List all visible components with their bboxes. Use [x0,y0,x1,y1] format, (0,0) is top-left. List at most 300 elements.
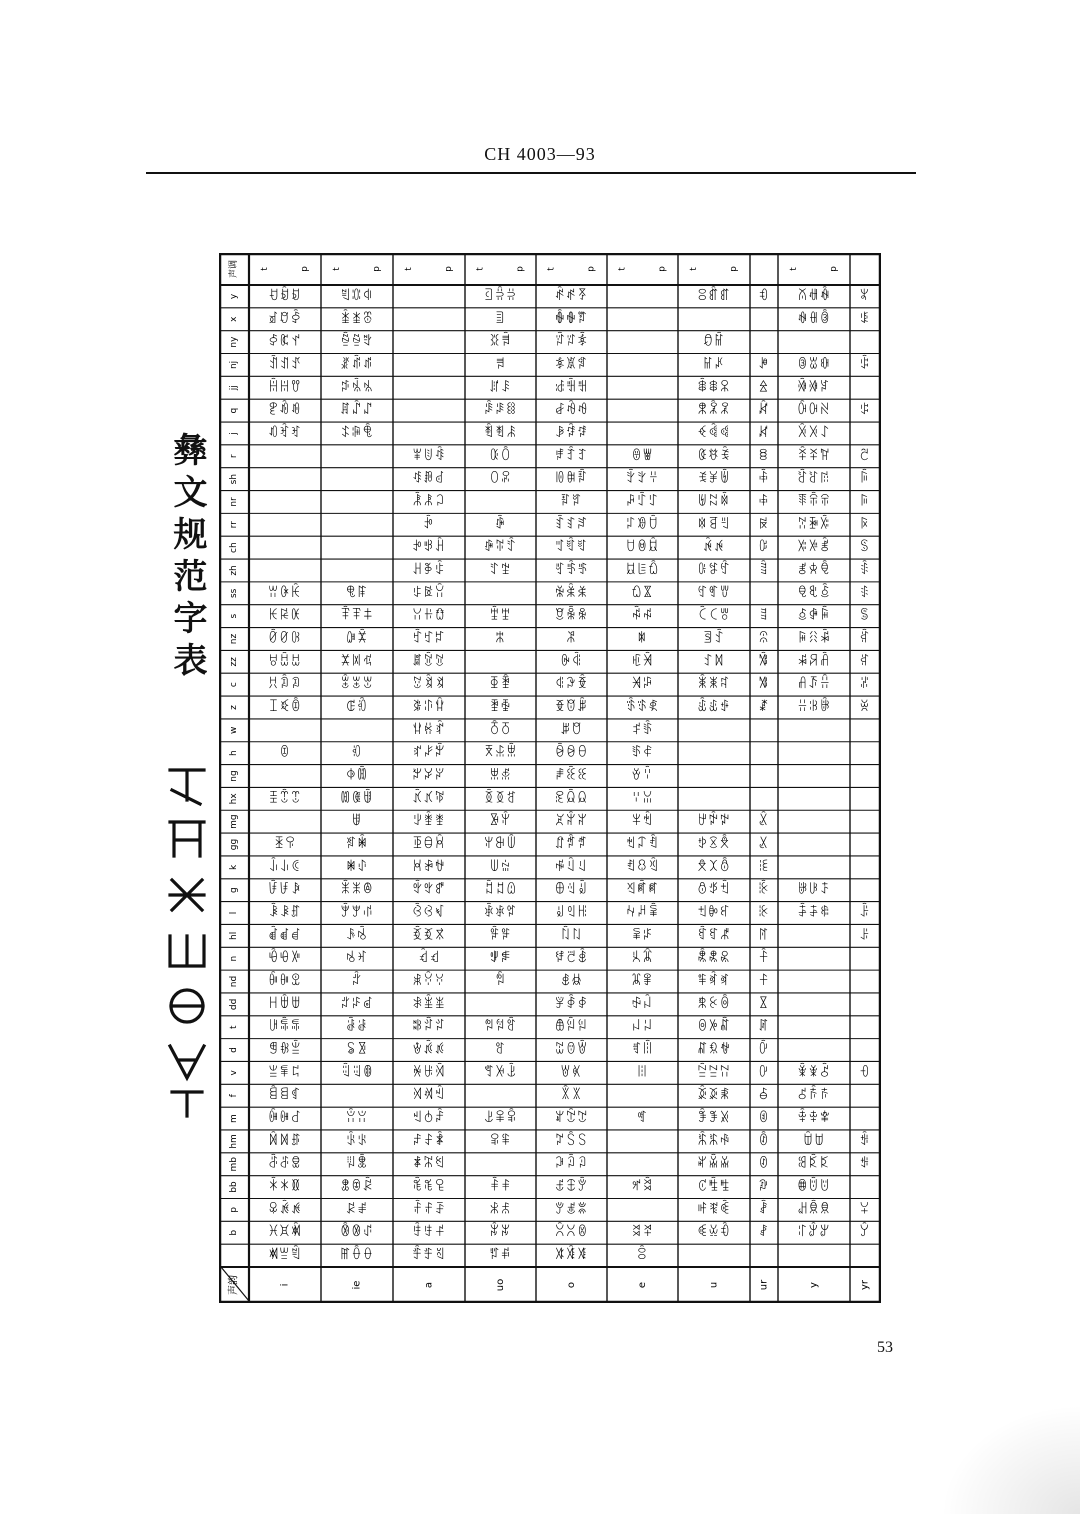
yi-syllable-cell: ꌖ [859,517,871,533]
yi-syllable-cell: ꋸꋹꋺ [797,1065,831,1081]
yi-syllable-cell: ꋋꋌꋍ [797,425,831,441]
yi-syllable-cell: ꊹ [758,1179,770,1195]
yi-syllable-cell: ꉝꉞꉟ [697,699,731,715]
tone-marker: p [829,266,840,272]
yi-syllable-cell: ꃝꃞꃟ [412,745,446,761]
yi-syllable-cell: ꊣ [758,562,770,578]
yi-syllable-cell: ꄉꄊꄋ [412,1088,446,1104]
yi-syllable-cell: ꆨꆩꆪ [554,745,589,761]
yi-syllable-cell: ꉦꉧꉨ [697,859,731,875]
yi-syllable-cell: ꅃꅄꅅ [483,745,518,761]
yi-syllable-cell: ꀆꀇꀈ [268,334,302,350]
vowel-label: ie [351,1280,363,1290]
tone-marker: p [586,266,597,272]
yi-syllable-cell: ꆱꆲꆳ [554,814,589,830]
initial-label: nj [229,360,239,370]
yi-syllable-cell: ꊿꋀꋁ [797,311,831,327]
initial-label: hm [229,1134,239,1149]
yi-syllable-cell: ꂎꂏ [345,837,369,853]
yi-syllable-cell: ꄌꄍꄎ [412,1111,446,1127]
yi-syllable-cell: ꆉꆊꆋ [554,471,589,487]
yi-syllable-cell: ꄵꄶꄷ [483,540,518,556]
yi-syllable-cell: ꃽꃾꃿ [412,996,446,1012]
yi-syllable-cell: ꁸꁹ [345,585,369,601]
yi-syllable-cell: ꉘꉙ [702,654,726,670]
yi-syllable-cell: ꋚꋛꋜ [797,540,831,556]
yi-syllable-cell: ꇗꇘꇙ [554,1133,589,1149]
yi-syllable-cell: ꆌꆍ [560,494,583,510]
yi-syllable-cell: ꀞꀟꀠ [268,654,302,670]
yi-syllable-cell: ꈠꈡ [631,974,654,990]
yi-syllable-cell: ꁚꁛꁜ [268,1202,302,1218]
initial-label: mb [229,1156,239,1172]
yi-syllable-cell: ꋣꋤꋥ [797,608,831,624]
table-title-yi-script [160,760,216,1120]
yi-syllable-cell: ꅴꅵꅶ [554,311,589,327]
yi-syllable-cell: ꋗꋘꋙ [797,517,831,533]
yi-syllable-cell: ꊯ [758,951,770,967]
yi-syllable-cell: ꋬꋭꋮ [797,677,831,693]
yi-syllable-cell: ꆴꆵꆶ [554,837,589,853]
yi-syllable-cell: ꌑ [859,357,871,373]
yi-syllable-cell: ꌚ [859,608,871,624]
yi-syllable-cell: ꉻꉼꉽ [697,1019,731,1035]
yi-syllable-cell: ꊧ [758,677,770,693]
yi-syllable-cell: ꈶꈷꈸ [697,380,731,396]
yi-syllable-cell: ꁽꁾ [345,631,369,647]
page-number: 53 [877,1339,893,1356]
yi-syllable-cell: ꌗ [859,540,871,556]
yi-syllable-cell: ꌁꌂ [802,1133,826,1149]
initial-label: x [229,316,239,322]
yi-syllable-cell: ꊟ [758,471,770,487]
yi-syllable-cell: ꂕꂖꂗ [340,905,374,921]
initial-label: z [229,705,239,710]
initial-label: rr [229,521,239,529]
yi-syllable-cell: ꆝ [565,631,578,647]
yi-syllable-cell: ꊵ [758,1088,770,1104]
yi-syllable-cell: ꆺꆻꆼ [554,882,589,898]
yi-syllable-cell: ꄤ [494,311,507,327]
tone-marker: p [444,266,455,272]
yi-syllable-cell: ꂫꂬ [345,1156,369,1172]
yi-syllable-cell: ꃲꃳꃴ [412,905,446,921]
yi-syllable-cell: ꊛ [758,380,770,396]
yi-syllable-cell: ꆑꆒꆓ [554,540,589,556]
yi-syllable-cell: ꊠ [758,494,770,510]
yi-syllable-cell: ꇇꇈꇉ [554,996,589,1012]
yi-syllable-cell: ꀫꀬ [273,837,297,853]
yi-syllable-cell: ꂵꂶꂷ [340,1248,374,1264]
yi-syllable-cell: ꅁꅂ [489,722,512,738]
yi-syllable-cell: ꈜꈝ [631,928,654,944]
yi-syllable-cell: ꋲꋳꋴ [797,882,831,898]
tone-marker: t [259,267,270,271]
yi-syllable-cell: ꀶꀷꀸ [268,928,302,944]
vowel-label: i [279,1283,291,1287]
initial-label: q [229,407,239,414]
yi-syllable-cell: ꉍꉎꉏ [697,562,731,578]
yi-syllable-cell: ꄆꄇꄈ [412,1065,446,1081]
yi-syllable-cell: ꇦꇧꇨ [554,1248,589,1264]
yi-syllable-cell: ꄽꄾ [489,677,512,693]
yi-syllable-cell: ꁝꁞꁟ [268,1225,302,1241]
yi-syllable-cell: ꂠꂡ [345,1019,369,1035]
table-title-chinese: 彝文规范字表 [167,432,207,684]
yi-syllable-cell: ꁩꁪꁫ [340,334,374,350]
yi-syllable-cell: ꀉꀊꀋ [268,357,302,373]
yi-syllable-cell: ꇊꇋꇌ [554,1019,589,1035]
yi-syllable-cell: ꇺꇻ [631,585,654,601]
yi-syllable-cell: ꊝ [758,425,770,441]
yi-syllable-cell: ꊳ [758,1042,770,1058]
yi-syllable-cell: ꅝꅞꅟ [483,1019,518,1035]
yi-syllable-cell: ꊻ [758,1225,770,1241]
yi-syllable-cell: ꅆꅇ [489,768,512,784]
initial-label: ss [229,588,239,598]
yi-syllable-cell: ꉸꉹꉺ [697,996,731,1012]
yi-syllable-cell: ꊭ [758,905,770,921]
yi-syllable-cell: ꊰ [758,974,770,990]
yi-syllable-cell: ꁣꁤꁥ [340,288,374,304]
yi-syllable-cell: ꌜ [859,654,871,670]
yi-syllable-cell: ꈲꈳ [702,334,726,350]
initial-label: b [229,1229,239,1236]
yi-syllable-cell: ꀰꀱꀲ [268,882,302,898]
yi-syllable-cell: ꆞꆟ [560,654,583,670]
vowel-label: o [566,1281,577,1289]
yi-syllable-cell: ꇂꇃꇄ [554,951,589,967]
yi-syllable-cell: ꅕꅖꅗ [483,905,518,921]
yi-syllable-cell: ꃵꃶꃷ [412,928,446,944]
yi-syllable-cell: ꉓꉔꉕ [697,608,731,624]
yi-syllable-cell: ꆷꆸꆹ [554,859,589,875]
yi-syllable-cell: ꅯꅰ [489,1248,512,1264]
yi-syllable-cell: ꁅꁆꁇ [268,1042,302,1058]
tone-marker: p [657,266,668,272]
yi-syllable-cell: ꂐꂑ [345,859,369,875]
yi-syllable-cell: ꂩꂪ [345,1133,369,1149]
yi-syllable-cell: ꅡꅢꅣ [483,1065,518,1081]
yi-syllable-cell: ꈎꈏ [631,814,654,830]
yi-syllable-cell: ꃠꃡꃢ [412,768,446,784]
yi-syllable-cell: ꃋꃌꃍ [412,608,446,624]
initial-label: mg [229,814,239,829]
initial-label: nz [229,633,239,645]
yi-syllable-cell: ꃚꃛꃜ [412,722,446,738]
yi-syllable-cell: ꂊꂋꂌ [340,791,374,807]
yi-syllable-cell: ꉅꉆꉇ [697,494,731,510]
yi-syllable-cell: ꊱ [758,996,770,1012]
corner-label: 声韵 [228,1275,240,1295]
vowel-label: e [637,1281,648,1289]
yi-syllable-cell: ꅱꅲꅳ [554,288,589,304]
yi-syllable-cell: ꊞ [758,448,770,464]
initial-label: bb [229,1181,239,1193]
yi-syllable-cell: ꄼ [494,631,507,647]
yi-syllable-cell: ꌐ [859,311,871,327]
yi-syllable-cell: ꅈꅉꅊ [483,791,518,807]
yi-syllable-cell: ꇮꇯꇰ [625,494,660,510]
header-rule [146,172,916,174]
yi-syllable-cell: ꂅꂆ [345,699,369,715]
yi-syllable-cell: ꊇꊈꊉ [697,1111,731,1127]
yi-syllable-cell: ꋅꋆꋇ [797,380,831,396]
tone-marker: t [331,267,342,271]
yi-syllable-cell: ꊖꊗꊘ [697,1225,731,1241]
yi-syllable-cell: ꊫ [758,859,770,875]
tone-marker: t [403,267,414,271]
yi-syllable-cell: ꆠꆡꆢ [554,677,589,693]
vowel-label: uo [495,1278,506,1292]
yi-syllable-cell: ꌒ [859,403,871,419]
yi-syllable-cell: ꈮ [636,1248,649,1264]
tone-marker: p [300,266,311,272]
yi-syllable-cell: ꇀꇁ [560,928,583,944]
initial-label: s [229,613,239,619]
yi-syllable-cell: ꄸꄹ [489,562,512,578]
page-corner-shadow [940,1404,1080,1514]
initial-label: r [229,454,239,459]
yi-syllable-cell: ꀳꀴꀵ [268,905,302,921]
tone-marker: t [546,267,557,271]
yi-syllable-cell: ꉾꉿꊀ [697,1042,731,1058]
yi-syllable-cell: ꇴꇵꇶ [625,540,660,556]
yi-syllable-cell: ꀹꀺꀻ [268,951,302,967]
initial-label: p [229,1207,239,1213]
yi-syllable-cell: ꂻꂼꂽ [412,471,446,487]
yi-syllable-cell: ꌕ [859,494,871,510]
yi-syllable-cell: ꄺꄻ [489,608,512,624]
yi-syllable-cell: ꀡꀢꀣ [268,677,302,693]
initial-label: n [229,955,239,962]
yi-syllable-cell: ꀃꀄꀅ [268,311,302,327]
yi-syllable-cell: ꇾ [636,631,649,647]
vowel-label: u [708,1281,720,1289]
yi-syllable-cell: ꄒꄓꄔ [412,1156,446,1172]
yi-syllable-cell: ꂒꂓꂔ [340,882,374,898]
tone-marker: p [515,266,526,272]
yi-syllable-cell: ꂂꂃꂄ [340,677,374,693]
yi-syllable-cell: ꌉꌊꌋ [797,1202,831,1218]
yi-syllable-cell: ꅺꅻꅼ [554,357,589,373]
yi-syllable-cell: ꅒꅓꅔ [483,882,518,898]
yi-syllable-cell: ꋩꋪꋫ [797,654,831,670]
yi-syllable-cell: ꇱꇲꇳ [625,517,660,533]
table-border [220,254,880,1302]
yi-syllable-cell: ꈓꈔꈕ [625,859,660,875]
yi-syllable-cell: ꁑꁒꁓ [268,1133,302,1149]
yi-syllable-cell: ꂘꂙ [345,928,369,944]
tone-marker: t [788,267,799,271]
yi-syllable-cell: ꃸꃹ [417,951,441,967]
yi-syllable-cell: ꄡꄢꄣ [483,288,518,304]
yi-syllable-cell: ꅍꅎꅏ [483,837,518,853]
yi-syllable-cell: ꅫꅬ [489,1202,512,1218]
yi-syllable-cell: ꌠ [859,928,871,944]
initial-label: hx [229,793,239,805]
yi-syllable-cell: ꄥꄦ [489,334,512,350]
yi-syllable-cell: ꅋꅌ [489,814,512,830]
yi-syllable-cell: ꊩ [758,814,770,830]
yi-syllable-cell: ꃑꃒꃓ [412,654,446,670]
yi-syllable-cell: ꇫꇬꇭ [625,471,660,487]
yi-syllable-cell: ꄞꄟꄠ [412,1248,446,1264]
yi-syllable-cell: ꊬ [758,882,770,898]
yi-syllable-cell: ꄧ [494,357,507,373]
yi-syllable-cell: ꈐꈑꈒ [625,837,660,853]
yi-syllable-cell: ꂇ [351,745,363,761]
yi-syllable-cell: ꃗꃘꃙ [412,699,446,715]
yi-syllable-cell: ꀨꀩꀪ [268,791,302,807]
yi-syllable-cell: ꁠꁡꁢ [268,1248,302,1264]
yi-syllable-cell: ꆆꆇꆈ [554,448,589,464]
yi-syllable-cell: ꌃꌄꌅ [797,1156,831,1172]
yi-syllable-cell: ꈦꈧ [631,1042,654,1058]
yi-syllable-cell: ꁬꁭꁮ [340,357,374,373]
yi-syllable-cell: ꈌꈍ [631,791,654,807]
yi-syllable-cell: ꌏ [859,288,871,304]
yi-syllable-cell: ꊶ [758,1111,770,1127]
vowel-label: a [423,1281,435,1289]
yi-syllable-cell: ꁯꁰꁱ [340,380,374,396]
yi-syllable-cell: ꉵꉶꉷ [697,974,731,990]
initial-label: c [229,682,239,688]
yi-syllable-cell: ꋝꋞꋟ [797,562,831,578]
yi-syllable-cell: ꉠꉡꉢ [697,814,731,830]
initial-label: hl [229,931,239,940]
yi-syllable-cell: ꌌꌍꌎ [797,1225,831,1241]
yi-syllable-cell: ꄃꄄꄅ [412,1042,446,1058]
vowel-label: yr [859,1279,871,1291]
yi-syllable-cell: ꊨ [758,699,770,715]
yi-syllable-cell: ꈿꉀꉁ [697,448,731,464]
yi-syllable-cell: ꈊꈋ [631,768,654,784]
initial-label: ch [229,542,239,553]
yi-syllable-cell: ꌘ [859,562,871,578]
yi-syllable-cell: ꂸꂹꂺ [412,448,446,464]
yi-syllable-cell: ꃂꃃꃄ [412,540,446,556]
yi-syllable-cell: ꋾꋿꌀ [797,1111,831,1127]
yi-syllable-cell: ꁗꁘꁙ [268,1179,302,1195]
yi-syllable-cell: ꈙꈚꈛ [625,905,660,921]
yi-syllable-cell: ꆔꆕꆖ [554,562,589,578]
yi-syllable-cell: ꊙ [758,288,770,304]
yi-syllable-cell: ꇣꇤꇥ [554,1225,589,1241]
yi-syllable-cell: ꃔꃕꃖ [412,677,446,693]
yi-syllable-cell: ꉩꉪꉫ [697,882,731,898]
yi-syllable-cell: ꉖꉗ [702,631,726,647]
yi-syllable-cell: ꃯꃰꃱ [412,882,446,898]
yi-syllable-cell: ꈪꈫ [631,1179,654,1195]
initial-label: jj [229,385,239,391]
initial-label: zh [229,565,239,576]
initial-label: nr [229,497,239,507]
tone-header-label: 声调 [229,259,239,279]
yi-syllable-cell: ꊴ [758,1065,770,1081]
initial-label: t [229,1025,239,1029]
yi-syllable-cell: ꋔꋕꋖ [797,494,831,510]
yi-syllable-cell: ꂤꂥꂦ [340,1065,374,1081]
yi-syllable-cell: ꀧ [279,745,291,761]
tone-marker: t [475,267,486,271]
yi-syllable-cell: ꆚꆛꆜ [554,608,589,624]
yi-syllable-cell: ꆃꆄꆅ [554,425,589,441]
yi-syllable-cell: ꇿꈀ [631,654,654,670]
initial-label: y [229,293,239,300]
yi-syllable-cell: ꊢ [758,540,770,556]
yi-syllable-cell: ꃣꃤꃥ [412,791,446,807]
yi-syllable-cell: ꅩꅪ [489,1179,512,1195]
yi-syllable-cell: ꀒꀓꀔ [268,425,302,441]
yi-syllable-cell: ꆫꆬꆭ [554,768,589,784]
yi-syllable-cell: ꋯꋰꋱ [797,699,831,715]
yi-syllable-cell: ꊪ [758,837,770,853]
yi-syllable-cell: ꈁꈂ [631,677,654,693]
yi-syllable-cell: ꅘꅙ [489,928,512,944]
yi-syllable-cell: ꇅꇆ [560,974,583,990]
yi-syllable-cell: ꋠꋡꋢ [797,585,831,601]
yi-syllable-cell: ꂧꂨ [345,1111,369,1127]
table-grid [219,253,881,1303]
yi-syllable-cell: ꀛꀜꀝ [268,631,302,647]
yi-syllable-cell: ꈩ [636,1111,649,1127]
yi-syllable-cell: ꂍ [351,814,363,830]
yi-syllable-cell: ꂾꂿꃀ [412,494,446,510]
yi-syllable-cell: ꂭꂮꂯ [340,1179,374,1195]
yi-syllable-cell: ꄿꅀ [489,699,512,715]
yi-syllable-cell: ꌞ [859,699,871,715]
initial-label: w [229,726,239,735]
yi-syllable-cell: ꅜ [494,974,507,990]
yi-syllable-cell: ꇍꇎꇏ [554,1042,589,1058]
yi-syllable-cell: ꌢ [859,1133,871,1149]
yi-syllable-cell: ꊥ [758,631,770,647]
yi-syllable-cell: ꇠꇡꇢ [554,1202,589,1218]
yi-syllable-cell: ꁺꁻꁼ [340,608,374,624]
yi-syllable-cell: ꅭꅮ [489,1225,512,1241]
yi-syllable-cell: ꊜ [758,403,770,419]
yi-syllable-cell: ꁵꁶꁷ [340,425,374,441]
initial-label: j [229,432,239,435]
yi-syllable-cell: ꋦꋧꋨ [797,631,831,647]
yi-syllable-cell: ꆀꆁꆂ [554,403,589,419]
yi-syllable-cell: ꊊꊋꊌ [697,1133,731,1149]
yi-character-table [219,253,881,1303]
yi-syllable-cell: ꂢꂣ [345,1042,369,1058]
yi-syllable-cell: ꄪꄫꄬ [483,403,518,419]
yi-syllable-cell: ꈖꈗꈘ [625,882,660,898]
initial-label: gg [229,838,239,851]
yi-syllable-cell: ꌆꌇꌈ [797,1179,831,1195]
tone-marker: t [617,267,628,271]
initial-label: v [229,1070,239,1076]
yi-syllable-cell: ꆽꆾꆿ [554,905,589,921]
yi-syllable-cell: ꊲ [758,1019,770,1035]
yi-syllable-cell: ꀿꁀꁁ [268,996,302,1012]
yi-syllable-cell: ꆮꆯꆰ [554,791,589,807]
yi-syllable-cell: ꅠ [494,1042,507,1058]
yi-syllable-cell: ꈤꈥ [631,1019,654,1035]
yi-syllable-cell: ꇩꇪ [631,448,654,464]
yi-syllable-cell: ꈢꈣ [631,996,654,1012]
yi-syllable-cell: ꌥ [859,1225,871,1241]
yi-syllable-cell: ꌛ [859,631,871,647]
yi-syllable-cell: ꉲꉳꉴ [697,951,731,967]
yi-syllable-cell: ꈞꈟ [631,951,654,967]
yi-syllable-cell: ꈼꈽꈾ [697,425,731,441]
yi-syllable-cell: ꇔꇕꇖ [554,1111,589,1127]
